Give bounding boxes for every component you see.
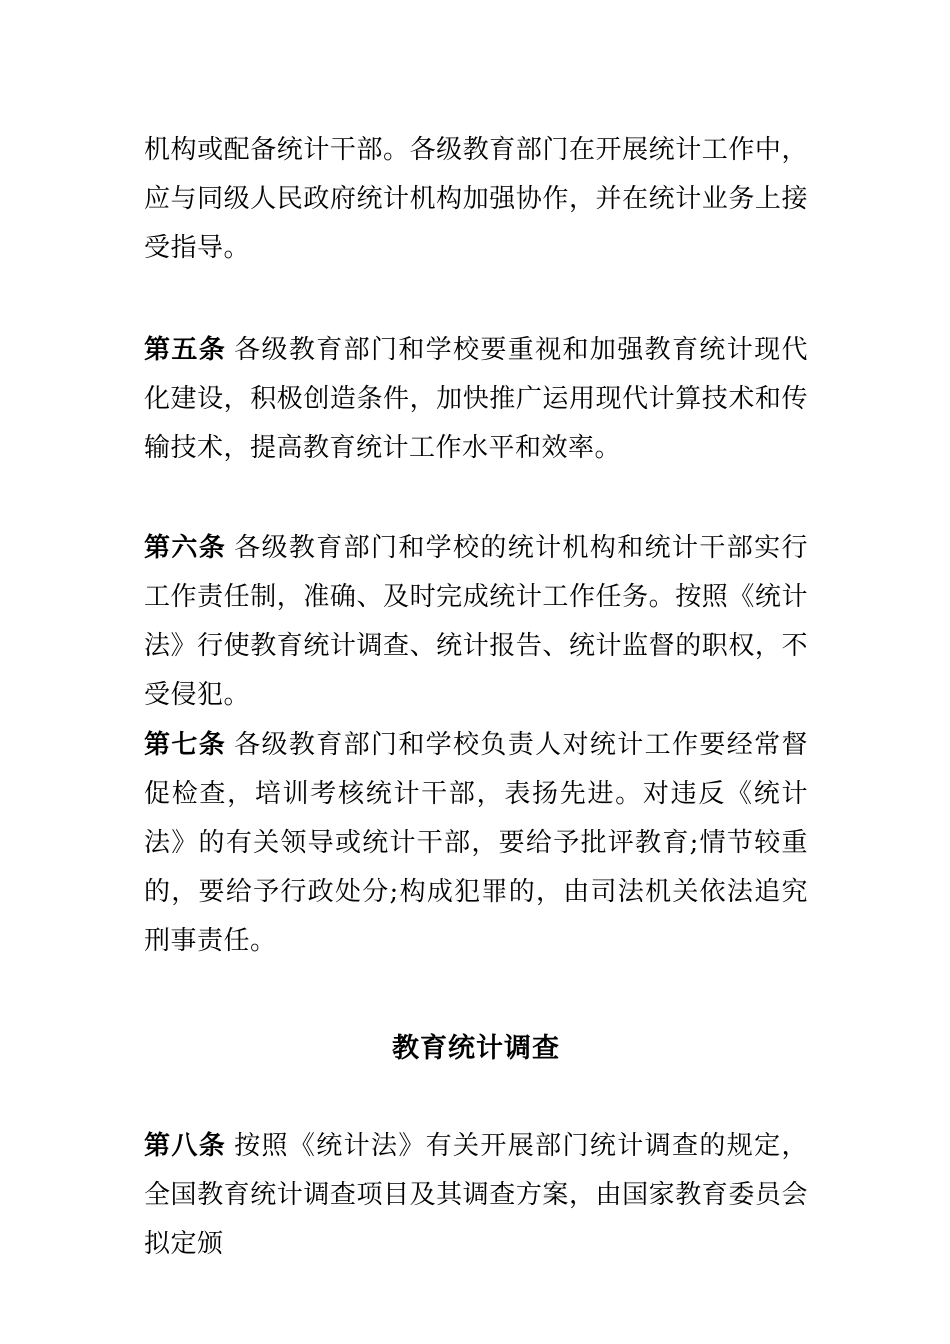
paragraph-text: 各级教育部门和学校要重视和加强教育统计现代化建设，积极创造条件，加快推广运用现代计算技术和传输技术，提高教育统计工作水平和效率。 <box>144 335 808 463</box>
section-heading: 教育统计调查 <box>392 1033 560 1064</box>
article-7-paragraph <box>144 721 808 966</box>
article-8-paragraph <box>144 1122 808 1269</box>
article-6-paragraph <box>144 524 808 720</box>
article-5-paragraph <box>144 326 808 473</box>
article-number: 第六条 <box>144 533 227 563</box>
paragraph-continuation <box>144 126 808 273</box>
paragraph-text: 按照《统计法》有关开展部门统计调查的规定，全国教育统计调查项目及其调查方案，由国家教育委员会拟定颁 <box>144 1131 808 1259</box>
article-number: 第五条 <box>144 335 227 365</box>
paragraph-text: 各级教育部门和学校负责人对统计工作要经常督促检查，培训考核统计干部，表扬先进。对违反《统计法》的有关领导或统计干部，要给予批评教育;情节较重的，要给予行政处分;构成犯罪的，由司法机关依法追究刑事责任。 <box>144 730 808 956</box>
paragraph-text: 各级教育部门和学校的统计机构和统计干部实行工作责任制，准确、及时完成统计工作任务。按照《统计法》行使教育统计调查、统计报告、统计监督的职权，不受侵犯。 <box>144 533 808 710</box>
article-number: 第七条 <box>144 730 227 760</box>
paragraph-text: 机构或配备统计干部。各级教育部门在开展统计工作中，应与同级人民政府统计机构加强协作，并在统计业务上接受指导。 <box>144 135 808 263</box>
article-number: 第八条 <box>144 1131 227 1161</box>
